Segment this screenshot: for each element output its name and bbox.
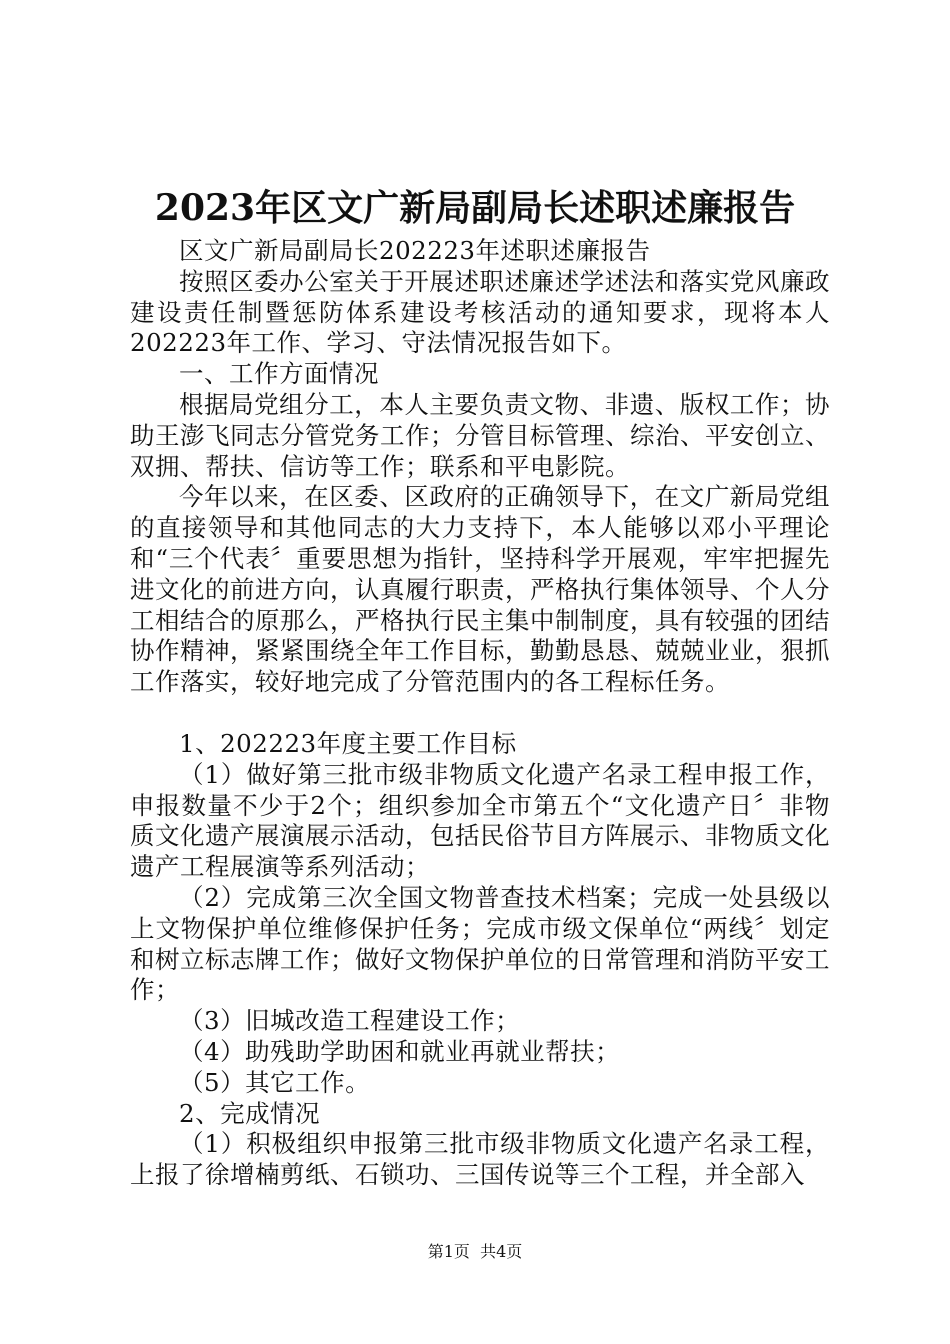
section-heading-work: 一、工作方面情况 [179,359,379,389]
goal-item-3: （3）旧城改造工程建设工作； [179,1006,521,1036]
paragraph-intro: 按照区委办公室关于开展述职述廉述学述法和落实党风廉政建设责任制暨惩防体系建设考核活动的通知要求，现将本人202223年工作、学习、守法情况报告如下。 [130,266,830,358]
goal-item-1: （1）做好第三批市级非物质文化遗产名录工程申报工作，申报数量不少于2个；组织参加全市第五个“文化遗产日〞非物质文化遗产展演展示活动，包括民俗节目方阵展示、非物质文化遗产工程展演等系列活动； [130,759,830,882]
subheading-annual-goals: 1、202223年度主要工作目标 [179,728,517,758]
paragraph-subtitle: 区文广新局副局长202223年述职述廉报告 [179,236,651,265]
document-body [130,236,830,1191]
goal-item-5: （5）其它工作。 [179,1067,371,1097]
goal-item-4: （4）助残助学助困和就业再就业帮扶； [179,1036,621,1066]
paragraph-performance: 今年以来，在区委、区政府的正确领导下，在文广新局党组的直接领导和其他同志的大力支持下，本人能够以邓小平理论和“三个代表〞重要思想为指针，坚持科学开展观，牢牢把握先进文化的前进方向，认真履行职责，严格执行集体领导、个人分工相结合的原那么，严格执行民主集中制制度，具有较强的团结协作精神，紧紧围绕全年工作目标，勤勤恳恳、兢兢业业，狠抓工作落实，较好地完成了分管范围内的各工程标任务。 [130,482,830,697]
page-footer: 第1页 共4页 [427,1242,523,1261]
goal-item-2: （2）完成第三次全国文物普查技术档案；完成一处县级以上文物保护单位维修保护任务；完成市级文保单位“两线〞划定和树立标志牌工作；做好文物保护单位的日常管理和消防平安工作； [130,882,830,1005]
paragraph-responsibilities: 根据局党组分工，本人主要负责文物、非遗、版权工作；协助王澎飞同志分管党务工作；分管目标管理、综治、平安创立、双拥、帮扶、信访等工作；联系和平电影院。 [130,389,830,481]
document-title: 2023年区文广新局副局长述职述廉报告 [154,187,796,229]
completion-item-1: （1）积极组织申报第三批市级非物质文化遗产名录工程，上报了徐增楠剪纸、石锁功、三国传说等三个工程，并全部入 [130,1129,830,1190]
subheading-completion: 2、完成情况 [179,1098,321,1128]
paragraph-spacer [130,698,830,729]
